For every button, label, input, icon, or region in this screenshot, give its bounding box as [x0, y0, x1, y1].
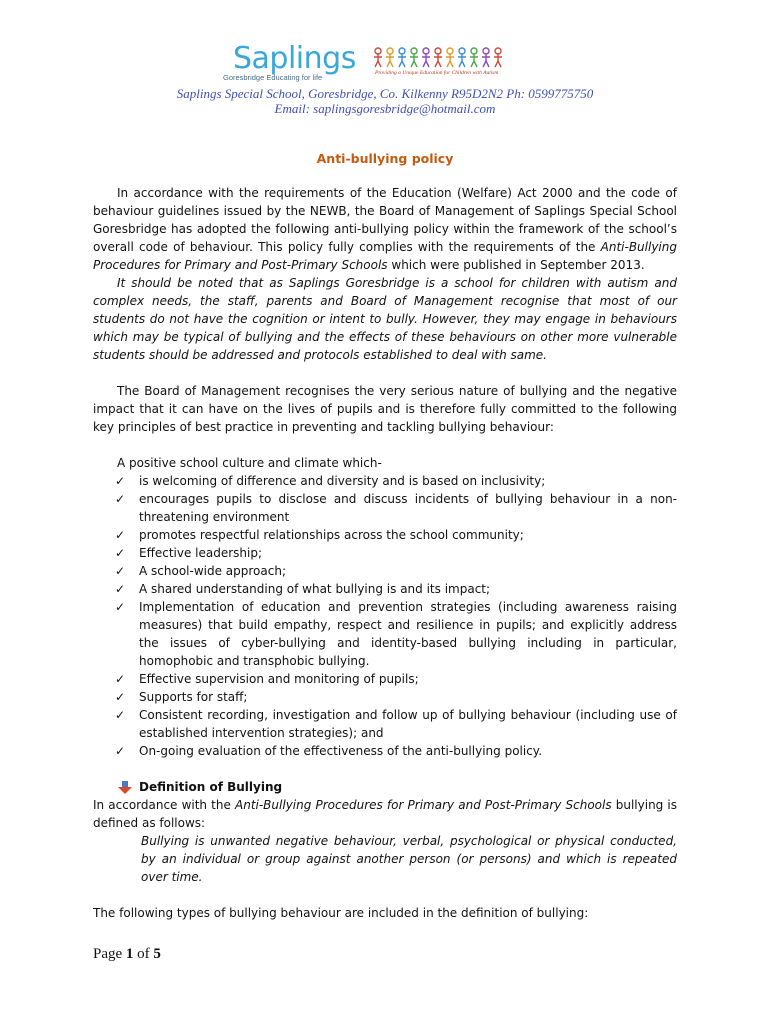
illustration-tagline: Providing a Unique Education for Children with Autism	[375, 70, 499, 76]
checkmark-icon: ✓	[115, 672, 126, 686]
list-item: ✓ Implementation of education and prevention strategies (including awareness raising measures) that build empathy, respect and resilience in pupils; and explicitly address the issues of cyber-bullying and identity-based bullying including in particular, homophobic and transphobic bullying.	[115, 600, 677, 668]
school-address: Saplings Special School, Goresbridge, Co. Kilkenny R95D2N2 Ph: 0599775750	[176, 86, 594, 101]
school-email: Email: saplingsgoresbridge@hotmail.com	[274, 101, 496, 116]
list-item: ✓ Supports for staff;	[115, 690, 248, 704]
definition-intro: In accordance with the Anti-Bullying Procedures for Primary and Post-Primary Schools bullying is defined as follows:	[93, 798, 678, 830]
list-item: ✓ A school-wide approach;	[115, 564, 286, 578]
document-body	[93, 184, 677, 922]
children-illustration-icon	[372, 46, 512, 68]
checkmark-icon: ✓	[115, 492, 126, 506]
checkmark-icon: ✓	[115, 528, 126, 542]
types-intro: The following types of bullying behaviour are included in the definition of bullying:	[93, 906, 589, 920]
checkmark-icon: ✓	[115, 546, 126, 560]
saplings-logo	[221, 42, 361, 88]
intro-paragraph: In accordance with the requirements of the Education (Welfare) Act 2000 and the code of behaviour guidelines issued by the NEWB, the Board of Management of Saplings Special School Goresbridge has adopted the following anti-bullying policy within the framework of the school’s overall code of behaviour. This policy fully complies with the requirements of the Anti-Bullying Procedures for Primary and Post-Primary Schools which were published in September 2013.	[93, 186, 677, 272]
list-item: ✓ is welcoming of difference and diversity and is based on inclusivity;	[115, 474, 546, 488]
logo-tagline: Goresbridge Educating for life	[223, 73, 323, 82]
board-paragraph: The Board of Management recognises the very serious nature of bullying and the negative impact that it can have on the lives of pupils and is therefore fully committed to the following key principles of best practice in preventing and tackling bullying behaviour:	[93, 384, 677, 434]
checkmark-icon: ✓	[115, 600, 126, 614]
definition-heading: Definition of Bullying	[93, 778, 677, 796]
document-title: Anti-bullying policy	[316, 151, 454, 166]
checkmark-icon: ✓	[115, 744, 126, 758]
list-item: ✓ encourages pupils to disclose and discuss incidents of bullying behaviour in a non-threatening environment	[115, 492, 677, 524]
logo-wordmark: Saplings	[233, 41, 356, 76]
checkmark-icon: ✓	[115, 582, 126, 596]
checkmark-icon: ✓	[115, 690, 126, 704]
list-item: ✓ On-going evaluation of the effectiveness of the anti-bullying policy.	[115, 744, 543, 758]
list-item: ✓ Consistent recording, investigation and follow up of bullying behaviour (including use of established intervention strategies); and	[115, 708, 677, 740]
list-item: ✓ A shared understanding of what bullying is and its impact;	[115, 582, 491, 596]
checkmark-icon: ✓	[115, 708, 126, 722]
autism-note-paragraph: It should be noted that as Saplings Goresbridge is a school for children with autism and complex needs, the staff, parents and Board of Management recognise that most of our students do not have the cognition or intent to bully. However, they may engage in behaviours which may be typical of bullying and the effects of these behaviours on other more vulnerable students should be addressed and protocols established to deal with same.	[93, 276, 677, 362]
checkmark-icon: ✓	[115, 474, 126, 488]
page-number: Page 1 of 5	[93, 946, 161, 962]
checkmark-icon: ✓	[115, 564, 126, 578]
list-item: ✓ Effective supervision and monitoring of pupils;	[115, 672, 419, 686]
list-item: ✓ promotes respectful relationships across the school community;	[115, 528, 524, 542]
arrow-down-icon	[117, 781, 133, 795]
principles-list	[93, 472, 677, 760]
list-item: ✓ Effective leadership;	[115, 546, 263, 560]
culture-intro: A positive school culture and climate which-	[117, 456, 382, 470]
definition-quote: Bullying is unwanted negative behaviour, verbal, psychological or physical conducted, by an individual or group against another person (or persons) and which is repeated over time.	[141, 834, 677, 884]
